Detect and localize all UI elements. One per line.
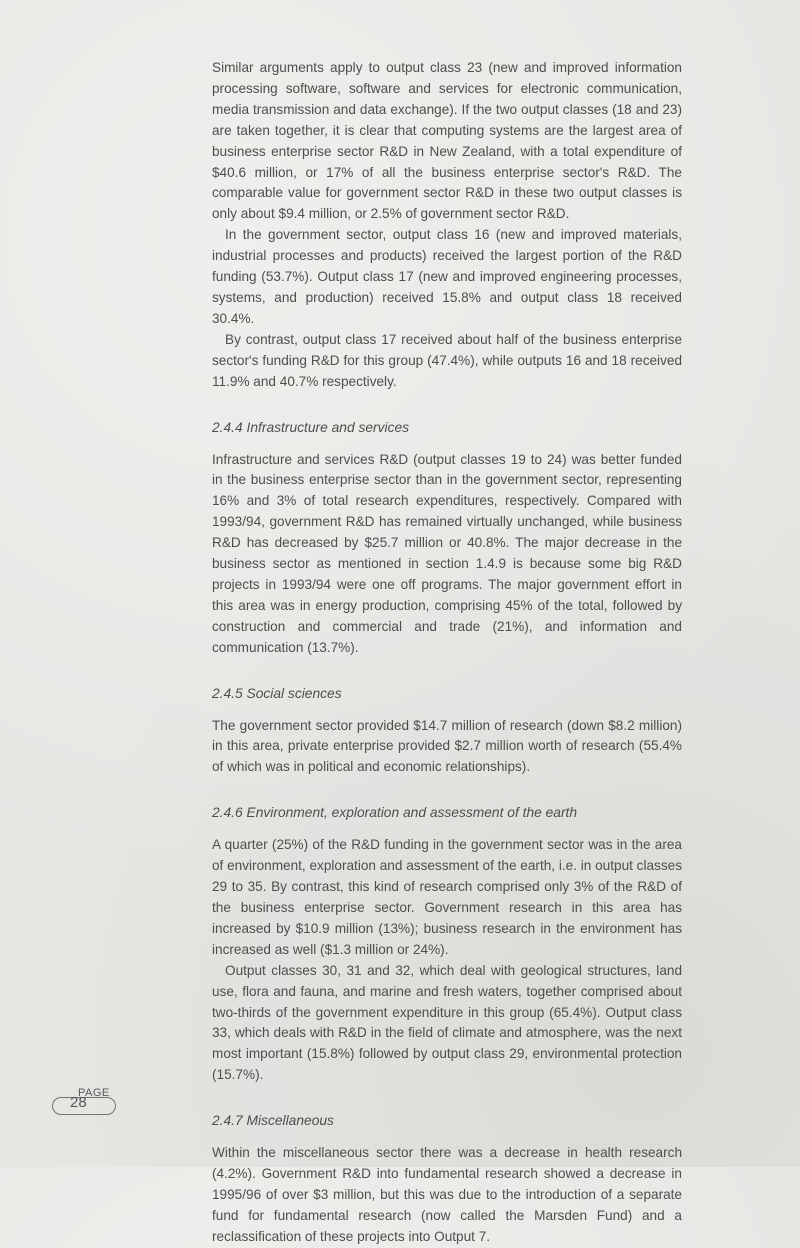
- section-social-sciences: [212, 684, 682, 779]
- body-text: [212, 58, 682, 1248]
- page-label: PAGE: [78, 1087, 110, 1099]
- section-infrastructure: [212, 418, 682, 659]
- paragraph: Infrastructure and services R&D (output classes 19 to 24) was better funded in the business enterprise sector than in the government sector, representing 16% and 3% of total research expenditures, respectively. Compared with 1993/94, government R&D has remained virtually unchanged, while business R&D has decreased by $25.7 million or 40.8%. The major decrease in the business sector as mentioned in section 1.4.9 is because some big R&D projects in 1993/94 were one off programs. The major government effort in this area was in energy production, comprising 45% of the total, followed by construction and commercial and trade (21%), and information and communication (13.7%).: [212, 451, 682, 655]
- paragraph: A quarter (25%) of the R&D funding in the government sector was in the area of environment, exploration and assessment of the earth, i.e. in output classes 29 to 35. By contrast, this kind of research comprised only 3% of the R&D of the business enterprise sector. Government research in this area has increased by $10.9 million (13%); business research in the environment has increased as well ($1.3 million or 24%).: [212, 837, 683, 957]
- page-number: 28: [70, 1094, 87, 1111]
- paragraph: Similar arguments apply to output class 23 (new and improved information processing software, software and services for electronic communication, media transmission and data exchange). If the two output classes (18 and 23) are taken together, it is clear that computing systems are the largest area of business enterprise sector R&D in New Zealand, with a total expenditure of $40.6 million, or 17% of all the business enterprise sector's R&D. The comparable value for government sector R&D in these two output classes is only about $9.4 million, or 2.5% of government sector R&D.: [212, 60, 682, 222]
- section-miscellaneous: [212, 1111, 682, 1248]
- paragraph: Output classes 30, 31 and 32, which deal with geological structures, land use, flora and fauna, and marine and fresh waters, together comprised about two-thirds of the government expenditure in this group (65.4%). Output class 33, which deals with R&D in the field of climate and atmosphere, was the next most important (15.8%) followed by output class 29, environmental protection (15.7%).: [212, 962, 682, 1083]
- paragraph: Within the miscellaneous sector there was a decrease in health research (4.2%). Government R&D into fundamental research showed a decrease in 1995/96 of over $3 million, but this was due to the introduction of a separate fund for fundamental research (now called the Marsden Fund) and a reclassification of these projects into Output 7.: [212, 1145, 682, 1244]
- section-heading: 2.4.4 Infrastructure and services: [212, 419, 410, 435]
- section-heading: 2.4.7 Miscellaneous: [212, 1113, 334, 1129]
- paragraph: By contrast, output class 17 received about half of the business enterprise sector's funding R&D for this group (47.4%), while outputs 16 and 18 received 11.9% and 40.7% respectively.: [212, 331, 682, 389]
- section-heading: 2.4.6 Environment, exploration and assessment of the earth: [212, 805, 578, 821]
- page-number-badge: [52, 1088, 118, 1114]
- section-heading: 2.4.5 Social sciences: [212, 685, 342, 701]
- paragraph: In the government sector, output class 16 (new and improved materials, industrial processes and products) received the largest portion of the R&D funding (53.7%). Output class 17 (new and improved engineering processes, systems, and production) received 15.8% and output class 18 received 30.4%.: [212, 227, 682, 326]
- section-environment: [212, 803, 682, 1086]
- paragraph: The government sector provided $14.7 million of research (down $8.2 million) in this area, private enterprise provided $2.7 million worth of research (55.4% of which was in political and economic relationships).: [212, 717, 682, 775]
